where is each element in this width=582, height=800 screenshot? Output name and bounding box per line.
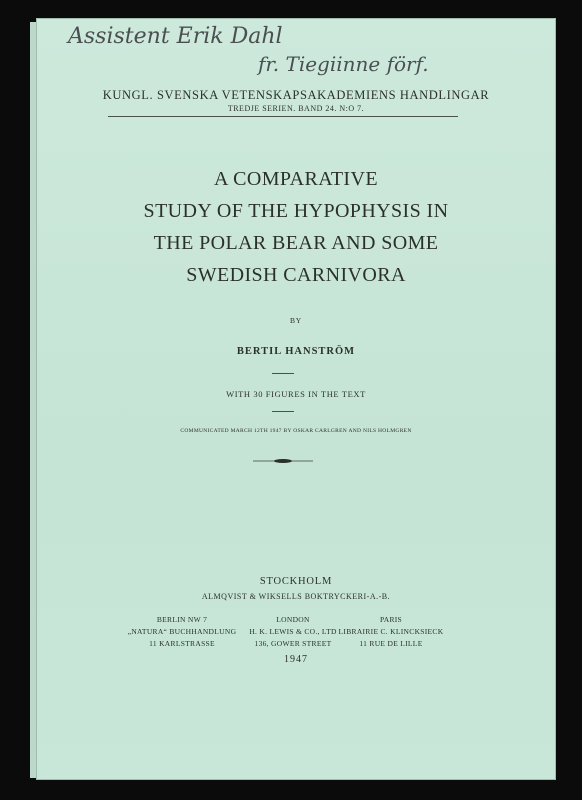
title-line-2: STUDY OF THE HYPOPHYSIS IN: [143, 200, 449, 222]
title-page: [36, 18, 556, 780]
series-title: KUNGL. SVENSKA VETENSKAPSAKADEMIENS HANDLINGAR: [102, 88, 490, 102]
publisher-city: STOCKHOLM: [259, 576, 333, 587]
distributor-name: LIBRAIRIE C. KLINCKSIECK: [338, 627, 444, 636]
title-line-1: A COMPARATIVE: [214, 168, 378, 190]
distributor-paris: [326, 614, 456, 650]
distributor-address: 11 KARLSTRASSE: [149, 639, 215, 648]
title-line-3: THE POLAR BEAR AND SOME: [153, 232, 439, 254]
series-subtitle: TREDJE SERIEN. BAND 24. N:O 7.: [227, 104, 365, 113]
handwritten-note: fr. Tiegiinne förf.: [258, 52, 429, 76]
short-rule: [272, 411, 294, 412]
ornament-rule: [253, 457, 313, 465]
distributor-berlin: [122, 614, 242, 650]
author-name: BERTIL HANSTRÖM: [236, 346, 356, 357]
figures-note: WITH 30 FIGURES IN THE TEXT: [226, 389, 366, 399]
distributor-name: „NATURA“ BUCHHANDLUNG: [127, 627, 237, 636]
distributor-name: H. K. LEWIS & CO., LTD: [249, 627, 337, 636]
handwritten-inscription: Assistent Erik Dahl: [68, 24, 283, 49]
title-line-4: SWEDISH CARNIVORA: [186, 264, 406, 286]
distributor-city: LONDON: [276, 615, 310, 624]
distributor-city: BERLIN NW 7: [156, 615, 208, 624]
printer-name: ALMQVIST & WIKSELLS BOKTRYCKERI-A.-B.: [201, 592, 391, 601]
short-rule: [272, 373, 294, 374]
communicated-note: COMMUNICATED MARCH 12TH 1947 BY OSKAR CARLGREN AND NILS HOLMGREN: [180, 428, 412, 434]
distributor-address: 136, GOWER STREET: [254, 639, 332, 648]
distributor-city: PARIS: [379, 615, 403, 624]
distributor-address: 11 RUE DE LILLE: [359, 639, 423, 648]
header-rule: [108, 116, 458, 117]
by-label: BY: [289, 316, 303, 325]
publication-year: 1947: [284, 654, 308, 665]
